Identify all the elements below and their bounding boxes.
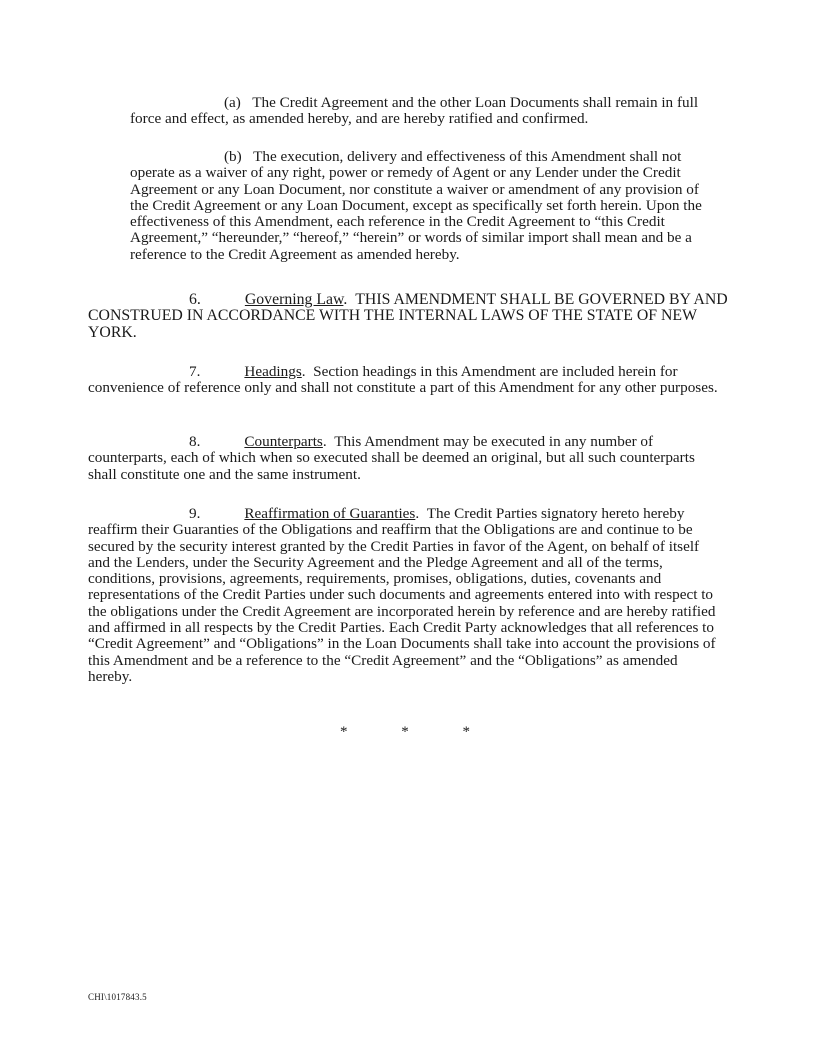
section-separator [340, 724, 470, 741]
section-9-heading: Reaffirmation of Guaranties [244, 505, 416, 522]
section-9-reaffirmation: 9. Reaffirmation of Guaranties. The Credit Parties signatory hereto hereby reaffirm their Guaranties of the Obligations and reaffirm that the Obligations are and continue to be secured by the security interest granted by the Credit Parties in favor of the Agent, on behalf of itself and the Lenders, under the Security Agreement and the Pledge Agreement and all of the terms, conditions, provisions, agreements, requirements, promises, obligations, duties, covenants and representations of the Credit Parties under such documents and agreements entered into with respect to the obligations under the Credit Agreement are incorporated herein by reference and are hereby ratified and affirmed in all respects by the Credit Parties. Each Credit Party acknowledges that all references to “Credit Agreement” and “Obligations” in the Loan Documents shall take into account the provisions of this Amendment and be a reference to the “Credit Agreement” and the “Obligations” as amended hereby. [88, 505, 716, 685]
section-7-heading: Headings [244, 363, 302, 380]
separator-star-1: * [340, 724, 348, 740]
paragraph-b-text: The execution, delivery and effectiveness of this Amendment shall not operate as a waiver of any right, power or remedy of Agent or any Lender under the Credit Agreement or any Loan Document, nor constitute a waiver or amendment of any provision of the Credit Agreement or any Loan Document, except as specifically set forth herein. Upon the effectiveness of this Amendment, each reference in the Credit Agreement to “this Credit Agreement,” “hereunder,” “hereof,” “herein” or words of similar import shall mean and be a reference to the Credit Agreement as amended hereby. [130, 148, 702, 263]
section-6-governing-law: 6. Governing Law. THIS AMENDMENT SHALL BE GOVERNED BY AND CONSTRUED IN ACCORDANCE WITH THE INTERNAL LAWS OF THE STATE OF NEW YORK. [88, 291, 728, 341]
section-6-heading: Governing Law [244, 291, 344, 308]
paragraph-b [130, 149, 720, 263]
separator-star-3: * [462, 724, 470, 740]
section-8-heading: Counterparts [244, 433, 323, 450]
paragraph-a [130, 95, 720, 128]
section-8-counterparts: 8. Counterparts. This Amendment may be executed in any number of counterparts, each of which when so executed shall be deemed an original, but all such counterparts shall constitute one and the same instrument. [88, 433, 695, 483]
separator-star-2: * [401, 724, 409, 740]
section-9-number: 9. [189, 505, 201, 522]
section-7-headings: 7. Headings. Section headings in this Amendment are included herein for convenience of reference only and shall not constitute a part of this Amendment for any other purposes. [88, 363, 718, 397]
document-id-footer: CHI\1017843.5 [88, 992, 147, 1002]
section-9-text: The Credit Parties signatory hereto hereby reaffirm their Guaranties of the Obligations and reaffirm that the Obligations are and continue to be secured by the security interest granted by the Credit Parties in favor of the Agent, on behalf of itself and the Lenders, under the Security Agreement and the Pledge Agreement and all of the terms, conditions, provisions, agreements, requirements, promises, obligations, duties, covenants and representations of the Credit Parties under such documents and agreements entered into with respect to the obligations under the Credit Agreement are incorporated herein by reference and are hereby ratified and affirmed in all respects by the Credit Parties. Each Credit Party acknowledges that all references to “Credit Agreement” and “Obligations” in the Loan Documents shall take into account the provisions of this Amendment and be a reference to the “Credit Agreement” and the “Obligations” as amended hereby. [88, 505, 716, 685]
section-8-number: 8. [189, 433, 201, 450]
section-7-number: 7. [189, 363, 201, 380]
paragraph-a-text: The Credit Agreement and the other Loan Documents shall remain in full force and effect, as amended hereby, and are hereby ratified and confirmed. [130, 94, 699, 128]
section-7-text: Section headings in this Amendment are included herein for convenience of reference only and shall not constitute a part of this Amendment for any other purposes. [88, 363, 718, 397]
paragraph-b-label: (b) [224, 148, 242, 165]
section-6-number: 6. [189, 291, 201, 308]
section-6-text: THIS AMENDMENT SHALL BE GOVERNED BY AND CONSTRUED IN ACCORDANCE WITH THE INTERNAL LAWS OF THE STATE OF NEW YORK. [88, 291, 728, 341]
section-8-text: This Amendment may be executed in any number of counterparts, each of which when so executed shall be deemed an original, but all such counterparts shall constitute one and the same instrument. [88, 433, 695, 483]
paragraph-a-label: (a) [224, 94, 241, 111]
